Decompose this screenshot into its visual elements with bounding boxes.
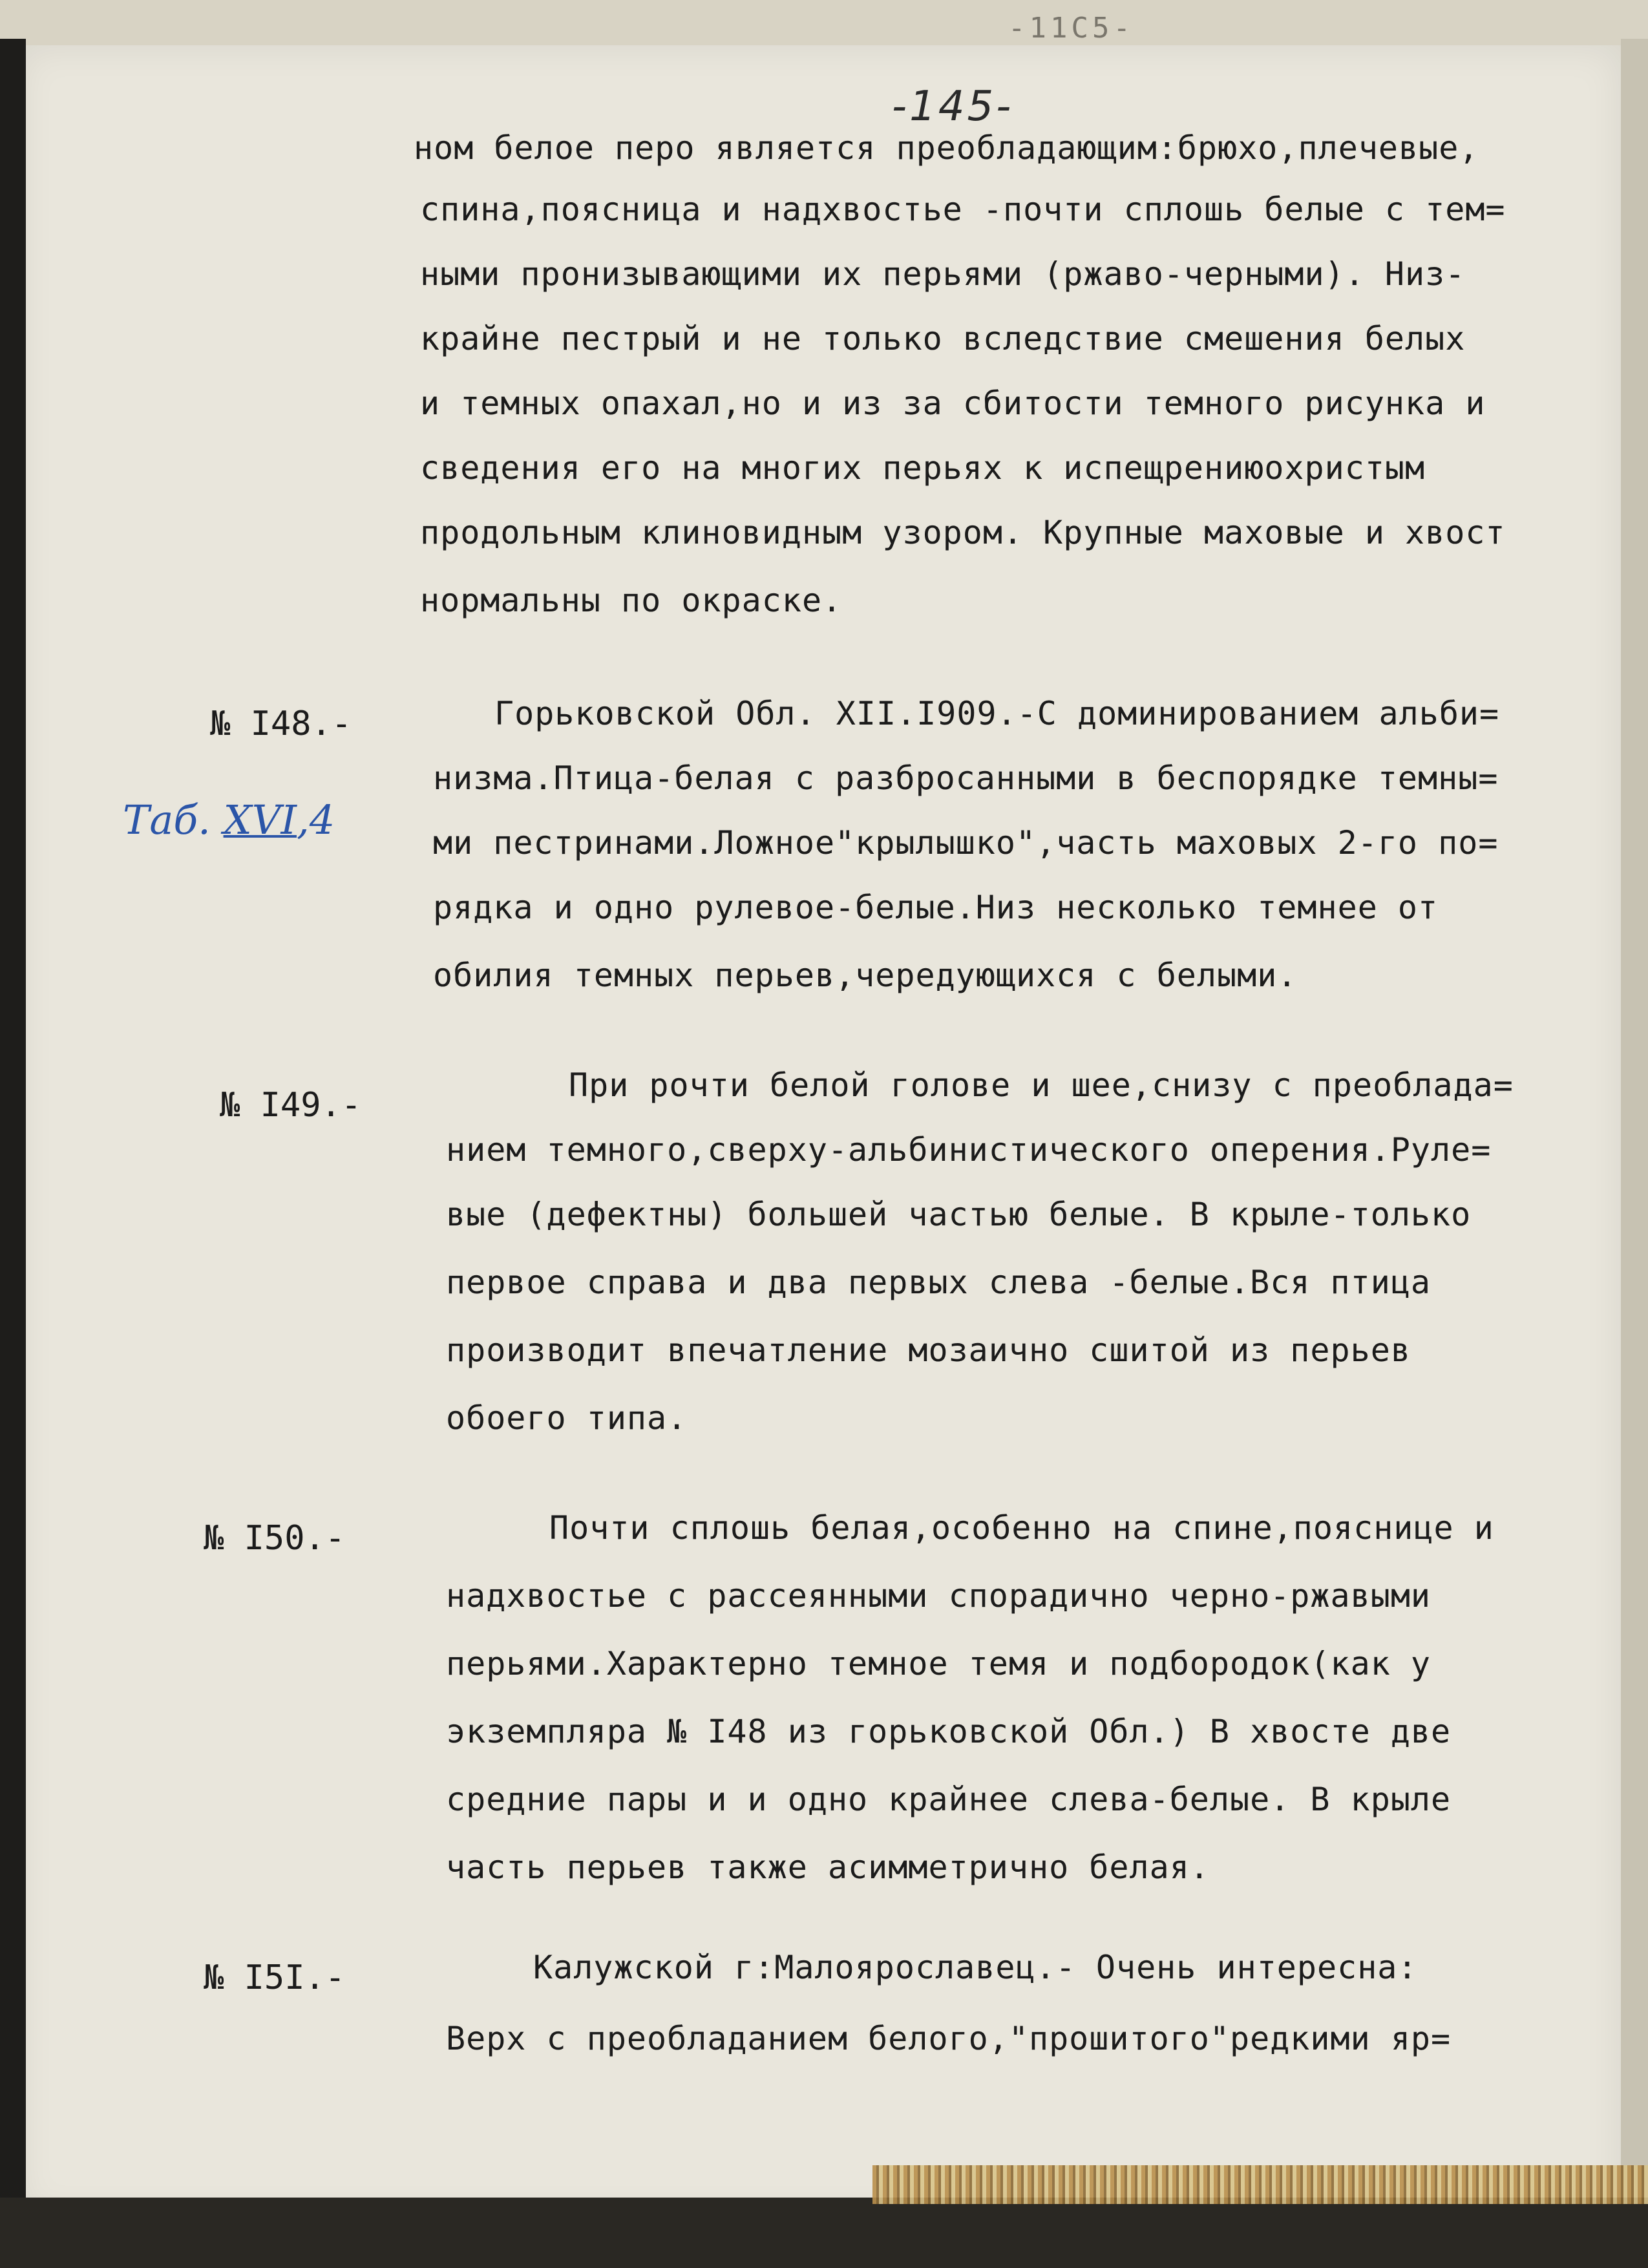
handwritten-table-reference bbox=[123, 796, 335, 843]
page-number: -145- bbox=[892, 83, 1014, 131]
entry-number: № I50.- bbox=[204, 1519, 346, 1558]
text-line: ми пестринами.Ложное"крылышко",часть маховых 2-го по= bbox=[433, 824, 1499, 862]
text-line: продольным клиновидным узором. Крупные маховые и хвост bbox=[420, 514, 1506, 551]
text-line: и темных опахал,но и из за сбитости темного рисунка и bbox=[420, 385, 1486, 422]
left-binding-edge bbox=[0, 39, 26, 2236]
text-line: ными пронизывающими их перьями (ржаво-черными). Низ- bbox=[420, 255, 1466, 293]
text-line: вые (дефектны) большей частью белые. В крыле-только bbox=[446, 1196, 1472, 1233]
top-page-mark: -11C5- bbox=[1008, 12, 1134, 45]
right-page-edge bbox=[1621, 39, 1648, 2210]
text-line: Калужской г:Малоярославец.- Очень интересна: bbox=[533, 1949, 1418, 1986]
text-line: обилия темных перьев,чередующихся с белыми. bbox=[433, 957, 1298, 994]
text-line: перьями.Характерно темное темя и подбородок(как у bbox=[446, 1645, 1431, 1682]
text-line: обоего типа. bbox=[446, 1399, 688, 1437]
text-line: низма.Птица-белая с разбросанными в беспорядке темны= bbox=[433, 759, 1499, 797]
text-line: сведения его на многих перьях к испещрениюохристым bbox=[420, 449, 1426, 487]
text-line: экземпляра № I48 из горьковской Обл.) В хвосте две bbox=[446, 1713, 1452, 1750]
text-line: производит впечатление мозаично сшитой из перьев bbox=[446, 1331, 1411, 1369]
entry-number: № I49.- bbox=[220, 1086, 362, 1125]
text-line: спина,поясница и надхвостье -почти сплошь белые с тем= bbox=[420, 191, 1506, 228]
handnote-prefix: Таб. bbox=[123, 796, 224, 843]
text-line: средние пары и и одно крайнее слева-белые. В крыле bbox=[446, 1781, 1452, 1818]
text-line: Горьковской Обл. XII.I909.-С доминированием альби= bbox=[494, 695, 1500, 732]
text-line: надхвостье с рассеянными спорадично черно-ржавыми bbox=[446, 1577, 1431, 1615]
handnote-roman: XVI bbox=[223, 796, 297, 843]
entry-number: № I48.- bbox=[210, 705, 352, 743]
text-line: рядка и одно рулевое-белые.Низ несколько темнее от bbox=[433, 889, 1439, 926]
handnote-suffix: ,4 bbox=[296, 796, 335, 843]
page-stack-edge bbox=[872, 2165, 1648, 2204]
text-line: ном белое перо является преобладающим:брюхо,плечевые, bbox=[414, 129, 1479, 167]
text-line: нормальны по окраске. bbox=[420, 582, 843, 619]
text-line: нием темного,сверху-альбинистического оперения.Руле= bbox=[446, 1131, 1492, 1169]
bottom-scan-strip bbox=[0, 2198, 1648, 2268]
text-line: крайне пестрый и не только вследствие смешения белых bbox=[420, 320, 1466, 357]
text-line: Почти сплошь белая,особенно на спине,пояснице и bbox=[549, 1509, 1494, 1547]
text-line: При рочти белой голове и шее,снизу с преоблада= bbox=[569, 1066, 1514, 1104]
entry-number: № I5I.- bbox=[204, 1958, 346, 1997]
text-line: первое справа и два первых слева -белые.Вся птица bbox=[446, 1264, 1431, 1301]
text-line: Верх с преобладанием белого,"прошитого"редкими яр= bbox=[446, 2020, 1452, 2057]
text-line: часть перьев также асимметрично белая. bbox=[446, 1849, 1210, 1886]
top-page-edge bbox=[0, 0, 1648, 47]
